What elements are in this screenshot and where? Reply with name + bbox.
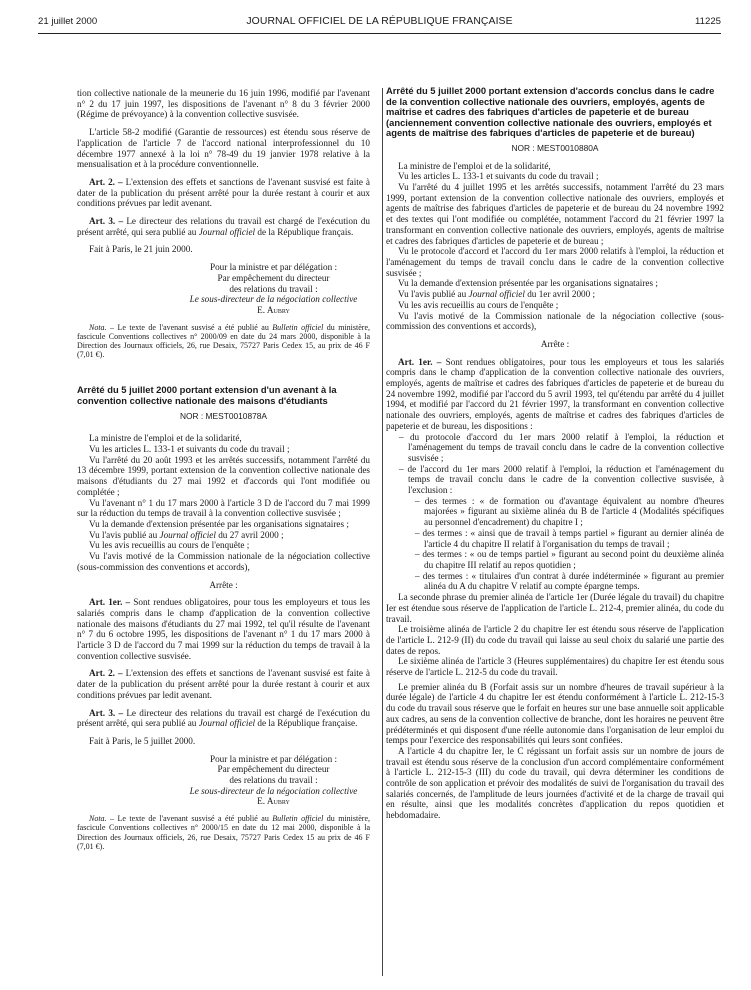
- article-2: [77, 668, 370, 700]
- visa: [77, 530, 370, 541]
- signature-line: Par empêchement du directeur: [217, 764, 330, 775]
- exclusion-item: – des termes : « titulaires d'un contrat à durée indéterminée » figurant au premier alinéa du A du chapitre V relatif au compte épargne temps.: [415, 570, 724, 592]
- signature-line: Par empêchement du directeur: [217, 272, 330, 283]
- article-3-text-end: de la République française.: [255, 718, 358, 729]
- article-2: [77, 177, 370, 209]
- visa: Vu les avis recueillis au cours de l'enquête ;: [398, 299, 559, 310]
- visa-text-end: du 1er avril 2000 ;: [524, 289, 596, 300]
- article-3-text: Le directeur des relations du travail est chargé de l'exécution du présent arrêté, qui sera publié au: [77, 216, 370, 237]
- visa: Vu le protocole d'accord et l'accord du 1er mars 2000 relatifs à l'emploi, la réduction et l'aménagement du temps de travail conclu dans le cadre de la convention collective susvisée ;: [386, 246, 724, 278]
- visa: Vu l'avis motivé de la Commission nationale de la négociation collective (sous-commission des conventions et accords),: [386, 310, 724, 332]
- right-column: [386, 86, 724, 821]
- signature-block: [77, 754, 370, 808]
- visa: Vu l'avenant n° 1 du 17 mars 2000 à l'article 3 D de l'accord du 7 mai 1999 sur la réduction du temps de travail à la convention collective susvisée ;: [77, 497, 370, 519]
- visa: Vu l'arrêté du 4 juillet 1995 et les arrêtés successifs, notamment l'arrêté du 23 mars 1999, portant extension de la convention collective nationale des ouvriers, employés et agents de maîtrise des fabriques d'articles de papeterie et de bureau du 24 novembre 1992 et des textes qui l'ont modifiée ou complétée, notamment l'accord du 21 février 1997 la transformant en convention collective nationale des ouvriers, employés, agents de maîtrise et cadres des fabriques d'articles de papeterie et de bureau ;: [386, 182, 724, 246]
- article-2-text: L'extension des effets et sanctions de l'avenant susvisé est faite à dater de la publication du présent arrêté pour la durée restant à courir et aux conditions prévues par ledit avenant.: [77, 668, 370, 700]
- exclusion-item: – des termes : « ainsi que de travail à temps partiel » figurant au dernier alinéa de l'article 4 du chapitre II relatif à l'organisation du temps de travail ;: [415, 527, 724, 549]
- article-3: [77, 216, 370, 237]
- visa-text-end: du 27 avril 2000 ;: [215, 529, 284, 540]
- nor-reference: NOR : MEST0010880A: [511, 142, 599, 153]
- arrete-maisons-etudiants: [77, 385, 370, 851]
- nota-text-end: du ministère, fascicule Conventions collectives n° 2000/15 en date du 12 mai 2000, disponible à la Direction des Journaux officiels, 26, rue Desaix, 75727 Paris Cedex 15 au prix de 46 F (7,01 €).: [77, 814, 370, 851]
- reserve-paragraph: Le sixième alinéa de l'article 3 (Heures supplémentaires) du chapitre Ier est étendu sous réserve de l'article L. 212-5 du code du travail.: [386, 656, 724, 678]
- article-2-text: L'extension des effets et sanctions de l'avenant susvisé est faite à dater de la publication du présent arrêté pour la durée restant à courir et aux conditions prévues par ledit avenant.: [77, 176, 370, 209]
- journal-officiel-ref: Journal officiel: [198, 226, 256, 237]
- visa: Vu les avis recueillis au cours de l'enquête ;: [89, 540, 250, 551]
- journal-officiel-ref: Journal officiel: [468, 289, 525, 300]
- signatory-name: E. Aubry: [257, 796, 290, 807]
- place-date: Fait à Paris, le 5 juillet 2000.: [89, 735, 196, 746]
- exclusion-item: – des termes : « de formation ou d'avantage équivalent au nombre d'heures majorées » figurant au sixième alinéa du B de l'article 4 (Modalités spécifiques au personnel d'encadrement) du chapitre I ;: [415, 495, 724, 528]
- article-1-text: Sont rendues obligatoires, pour tous les employeurs et tous les salariés compris dans le champ d'application de la convention collective nationale des ouvriers, employés, agents de maîtrise et cadres des fabriques d'articles de papeterie et de bureau du 24 novembre 1992, modifié par l'accord du 5 avril 1993, tel qu'étendu par arrêté du 4 juillet 1994, et modifié par l'accord du 21 février 1997, la transformant en convention collective nationale des ouvriers, employés, agents de maîtrise et cadres des fabriques d'articles de papeterie et de bureau, les dispositions :: [386, 356, 724, 431]
- article-3-label: Art. 3. –: [89, 707, 124, 718]
- page-number: 11225: [695, 16, 721, 27]
- signatory-name: E. Aubry: [257, 304, 290, 315]
- minister-line: La ministre de l'emploi et de la solidarité,: [89, 433, 242, 444]
- dash-item: – de l'accord du 1er mars 2000 relatif à l'emploi, la réduction et l'aménagement du temps de travail conclu dans le cadre de la convention collective susvisée, à l'exclusion :: [399, 463, 724, 496]
- dash-item: – du protocole d'accord du 1er mars 2000 relatif à l'emploi, la réduction et l'aménagement du temps de travail conclu dans le cadre de la convention collective susvisée ;: [399, 431, 724, 463]
- article-1: [77, 597, 370, 661]
- article-1-label: Art. 1er. –: [89, 597, 131, 608]
- arrete-heading: Arrête :: [540, 338, 570, 349]
- article-1-label: Art. 1er. –: [398, 356, 442, 367]
- signature-block: [77, 262, 370, 316]
- article-2-label: Art. 2. –: [89, 176, 123, 187]
- article-2-label: Art. 2. –: [89, 668, 123, 679]
- visa: Vu la demande d'extension présentée par les organisations signataires ;: [398, 278, 658, 289]
- nota-label: Nota.: [89, 322, 107, 332]
- visa-text: Vu l'avis publié au: [89, 529, 160, 540]
- nota-label: Nota.: [89, 814, 107, 824]
- signature-line: Pour la ministre et par délégation :: [209, 753, 338, 764]
- arrete-heading: Arrête :: [209, 579, 238, 590]
- nota-text: – Le texte de l'avenant susvisé a été publié au: [106, 322, 273, 332]
- page-header: [38, 16, 721, 32]
- left-column: [77, 88, 370, 851]
- nota-text-end: du ministère, fascicule Conventions collectives n° 2000/09 en date du 24 mars 2000, disponible à la Direction des Journaux officiels, 26, rue Desaix, 75727 Paris Cedex 15, au prix de 46 F (7,01 €).: [77, 322, 370, 360]
- journal-officiel-ref: Journal officiel: [198, 718, 256, 729]
- reserve-paragraph: Le troisième alinéa de l'article 2 du chapitre Ier est étendu sous réserve de l'application de l'article L. 212-9 (II) du code du travail qui laisse au seul choix du salarié une partie des dates de repos.: [386, 624, 724, 656]
- visa: Vu les articles L. 133-1 et suivants du code du travail ;: [89, 444, 290, 455]
- nota-text: – Le texte de l'avenant susvisé a été publié au: [106, 814, 273, 824]
- decree-title: Arrêté du 5 juillet 2000 portant extension d'un avenant à la convention collective nationale des maisons d'étudiants: [77, 384, 337, 407]
- visa: [386, 289, 724, 300]
- column-divider: [382, 88, 383, 976]
- visa: Vu les articles L. 133-1 et suivants du code du travail ;: [398, 171, 599, 182]
- signature-line: des relations du travail :: [229, 775, 318, 786]
- decree-title: Arrêté du 5 juillet 2000 portant extension d'accords conclus dans le cadre de la convention collective nationale des ouvriers, employés, agents de maîtrise et cadres des fabriques d'articles de papeterie et de bureau (anciennement convention collective nationale des ouvriers, employés et agents de maîtrise des fabriques d'articles de papeterie et de bureau): [386, 85, 715, 139]
- issue-date: 21 juillet 2000: [38, 16, 98, 27]
- signature-line: des relations du travail :: [229, 283, 318, 294]
- signatory-title: Le sous-directeur de la négociation collective: [189, 785, 358, 796]
- nor-reference: NOR : MEST0010878A: [179, 410, 268, 421]
- visa: Vu l'arrêté du 20 août 1993 et les arrêtés successifs, notamment l'arrêté du 13 décembre 1999, portant extension de la convention collective nationale des maisons d'étudiants du 27 mai 1992 et d'accords qui l'ont modifiée ou complétée ;: [77, 454, 370, 497]
- signatory-title: Le sous-directeur de la négociation collective: [189, 294, 358, 305]
- article-3: [77, 708, 370, 729]
- header-rule: [38, 33, 721, 34]
- journal-title: JOURNAL OFFICIEL DE LA RÉPUBLIQUE FRANÇAISE: [246, 16, 513, 27]
- article-3-text-end: de la République français.: [255, 226, 354, 237]
- bulletin-officiel-ref: Bulletin officiel: [272, 322, 324, 332]
- bulletin-officiel-ref: Bulletin officiel: [272, 814, 324, 824]
- article-1-text: Sont rendues obligatoires, pour tous les employeurs et tous les salariés compris dans le champ d'application de la convention collective nationale des maisons d'étudiants du 27 mai 1992, tel qu'il résulte de l'avenant n° 7 du 6 octobre 1995, les dispositions de l'avenant n° 1 du 17 mars 2000 à l'article 3 D de l'accord du 7 mai 1999 sur la réduction du temps de travail à la convention collective susvisée.: [77, 597, 370, 661]
- article-3-label: Art. 3. –: [89, 216, 124, 227]
- article-3-text: Le directeur des relations du travail est chargé de l'exécution du présent arrêté, qui sera publié au: [77, 707, 370, 729]
- minister-line: La ministre de l'emploi et de la solidarité,: [398, 160, 551, 171]
- article-1: [386, 357, 724, 432]
- place-date: Fait à Paris, le 21 juin 2000.: [89, 244, 193, 255]
- reserve-paragraph: Le premier alinéa du B (Forfait assis sur un nombre d'heures de travail supérieur à la durée légale) de l'article 4 du chapitre Ier est étendu conformément à l'article L. 212-15-3 du code du travail sous réserve que le forfait en heures sur une base annuelle soit applicable aux cadres, au sens de la convention collective de branche, dont les horaires ne peuvent être prédéterminés et qui disposent d'une réelle autonomie dans l'organisation de leur emploi du temps pour l'exercice des responsabilités qui leurs sont confiées.: [386, 681, 724, 746]
- signature-line: Pour la ministre et par délégation :: [209, 262, 338, 273]
- reserve-paragraph: L'article 58-2 modifié (Garantie de ressources) est étendu sous réserve de l'application de l'article 7 de l'accord national interprofessionnel du 10 décembre 1977 annexé à la loi n° 78-49 du 19 janvier 1978 relative à la mensualisation et à la procédure conventionnelle.: [77, 127, 370, 170]
- visa: Vu l'avis motivé de la Commission nationale de la négociation collective (sous-commission des conventions et accords),: [77, 551, 370, 572]
- continued-paragraph: tion collective nationale de la meunerie du 16 juin 1996, modifié par l'avenant n° 2 du 17 juin 1997, les dispositions de l'avenant n° 8 du 3 février 2000 (Régime de prévoyance) à la convention collective susvisée.: [77, 88, 370, 120]
- nota: [77, 323, 370, 360]
- visa-text: Vu l'avis publié au: [398, 289, 469, 300]
- journal-officiel-ref: Journal officiel: [159, 529, 216, 540]
- nota: [77, 814, 370, 851]
- reserve-paragraph: A l'article 4 du chapitre Ier, le C régissant un forfait assis sur un nombre de jours de travail est étendu sous réserve de la conclusion d'un accord complémentaire conformément à l'article L. 212-15-3 (III) du code du travail, qui devra déterminer les conditions de contrôle de son application et prévoir des modalités de suivi de l'organisation du travail des salariés concernés, de l'amplitude de leurs journées d'activité et de la charge de travail qui en résulte, ainsi que les modalités concrètes d'application du repos quotidien et hebdomadaire.: [386, 745, 724, 821]
- exclusion-item: – des termes : « ou de temps partiel » figurant au second point du deuxième alinéa du chapitre III relatif au repos quotidien ;: [415, 549, 724, 570]
- visa: Vu la demande d'extension présentée par les organisations signataires ;: [89, 518, 349, 529]
- reserve-paragraph: La seconde phrase du premier alinéa de l'article 1er (Durée légale du travail) du chapitre Ier est étendue sous réserve de l'application de l'article L. 212-4, premier alinéa, du code du travail.: [386, 592, 724, 624]
